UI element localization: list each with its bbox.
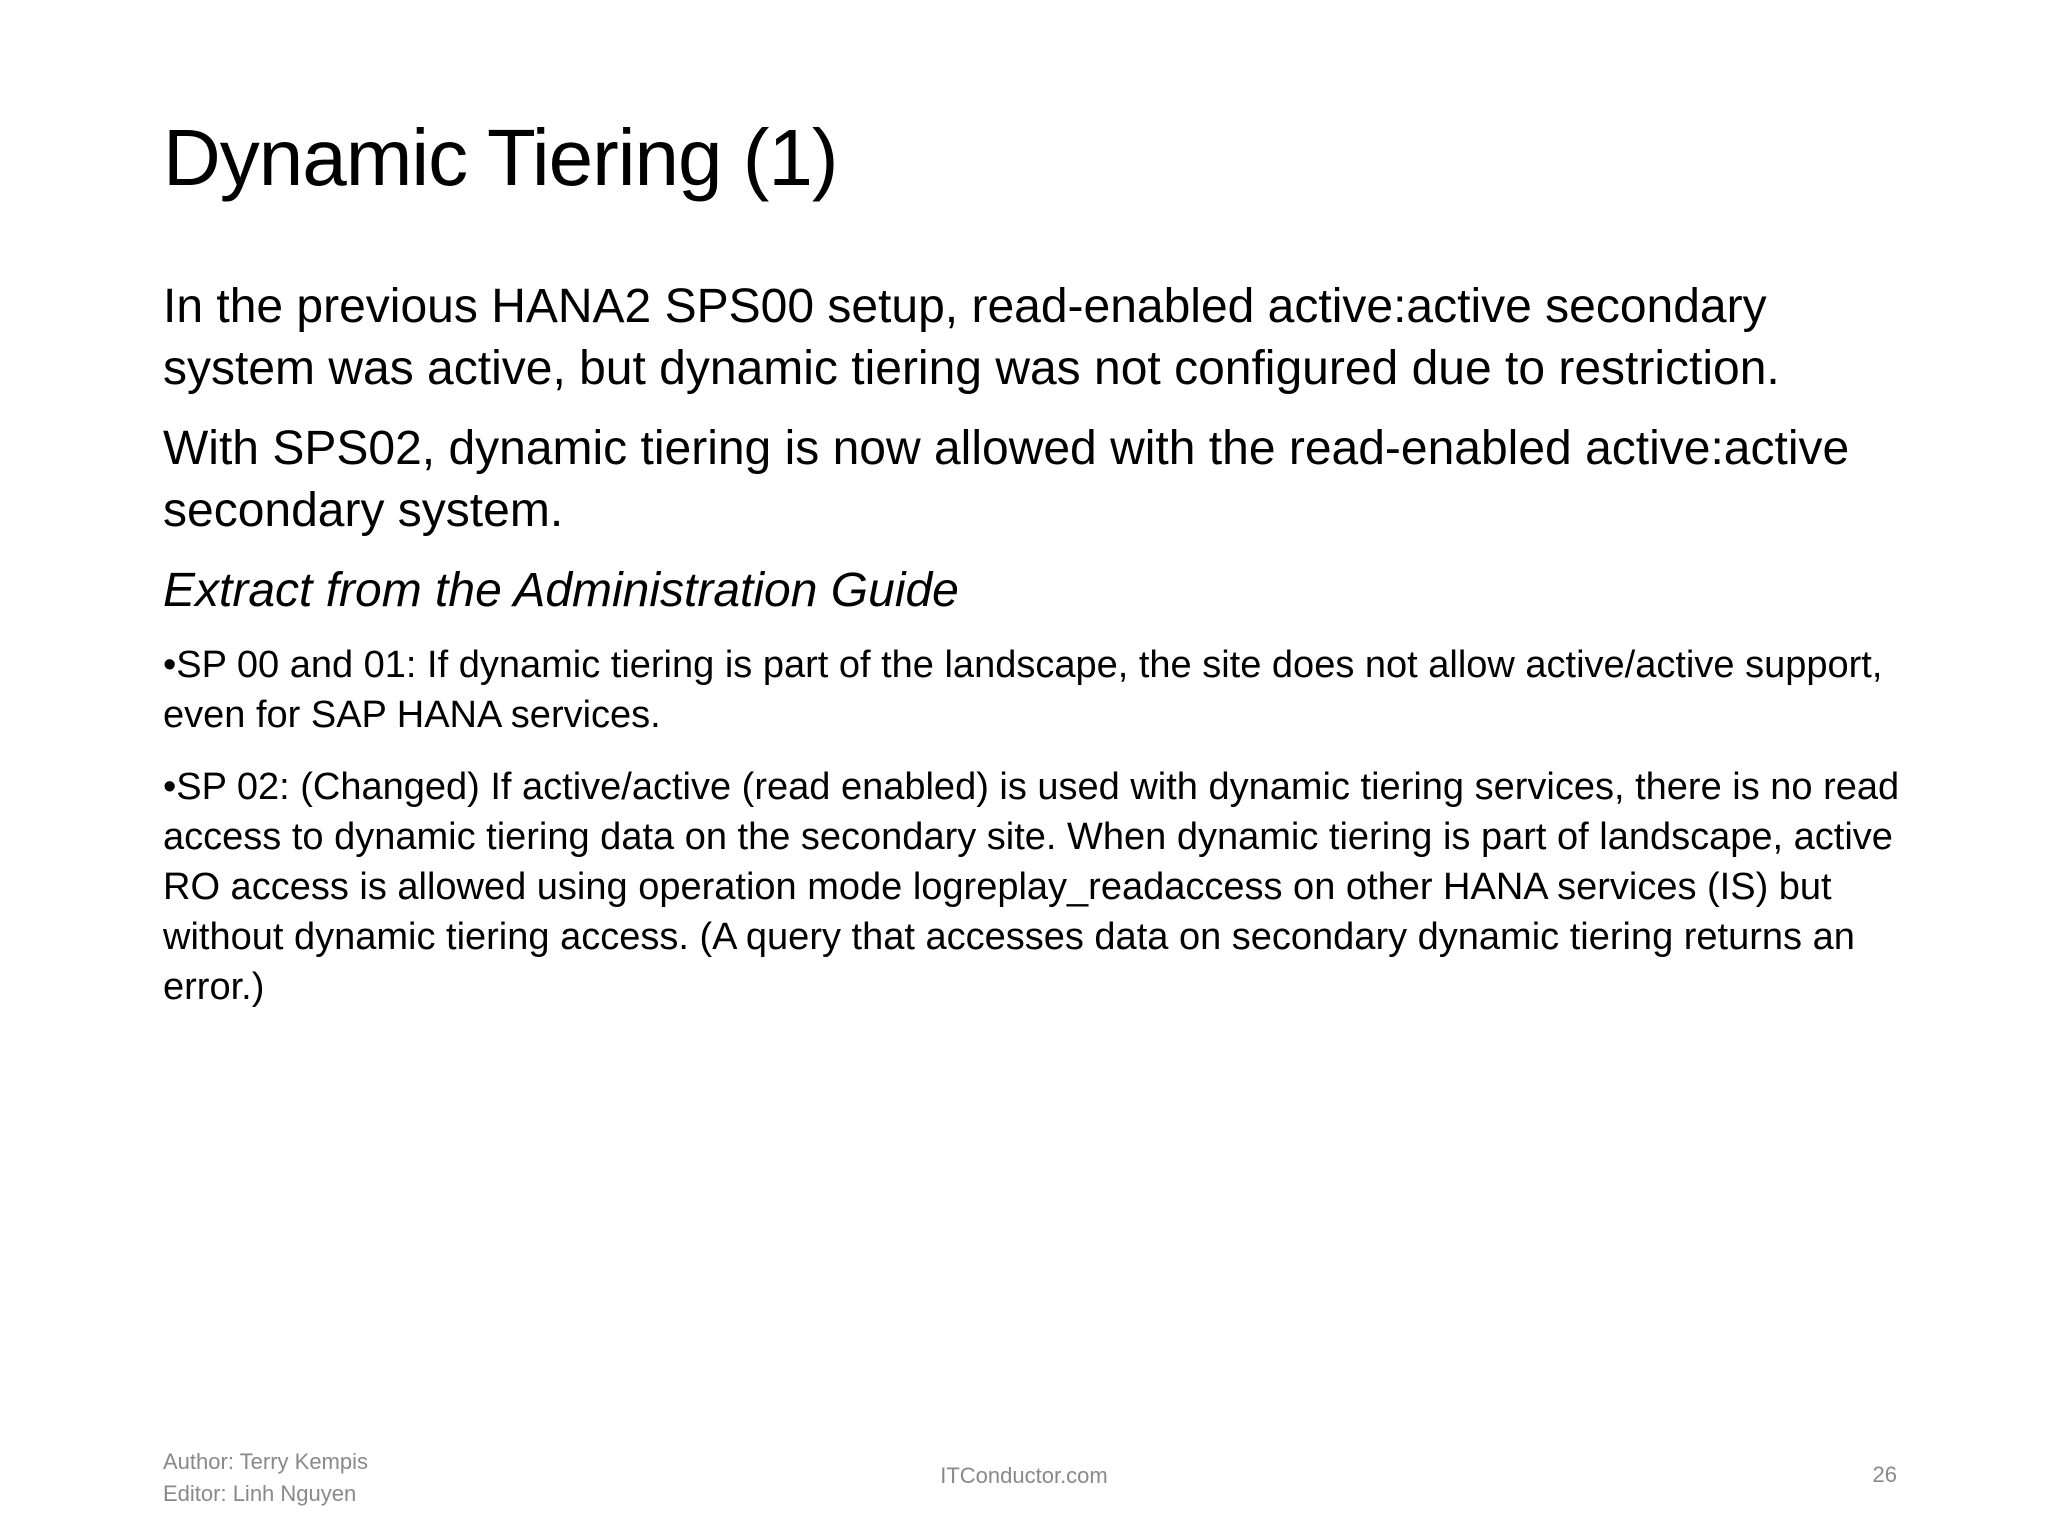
paragraph-sps02: With SPS02, dynamic tiering is now allowed with the read-enabled active:active secondary system. bbox=[163, 422, 1850, 537]
bullet-sp02: •SP 02: (Changed) If active/active (read enabled) is used with dynamic tiering services, there is no read access to dynamic tiering data on the secondary site. When dynamic tiering is part of landscape, active RO access is allowed using operation mode logreplay_readaccess on other HANA services (IS) but without dynamic tiering access. (A query that accesses data on secondary dynamic tiering returns an error.) bbox=[163, 766, 1900, 1008]
extract-heading: Extract from the Administration Guide bbox=[163, 564, 959, 617]
slide-title: Dynamic Tiering (1) bbox=[163, 113, 838, 202]
slide-body bbox=[163, 276, 1923, 1012]
page-number: 26 bbox=[1872, 1462, 1897, 1487]
paragraph-previous-setup: In the previous HANA2 SPS00 setup, read-enabled active:active secondary system was active, but dynamic tiering was not configured due to restriction. bbox=[163, 280, 1780, 395]
footer-site: ITConductor.com bbox=[940, 1463, 1108, 1488]
bullet-sp00-01: •SP 00 and 01: If dynamic tiering is part of the landscape, the site does not allow active/active support, even for SAP HANA services. bbox=[163, 644, 1883, 736]
footer-author: Author: Terry Kempis bbox=[163, 1449, 369, 1474]
footer-editor: Editor: Linh Nguyen bbox=[163, 1481, 357, 1506]
